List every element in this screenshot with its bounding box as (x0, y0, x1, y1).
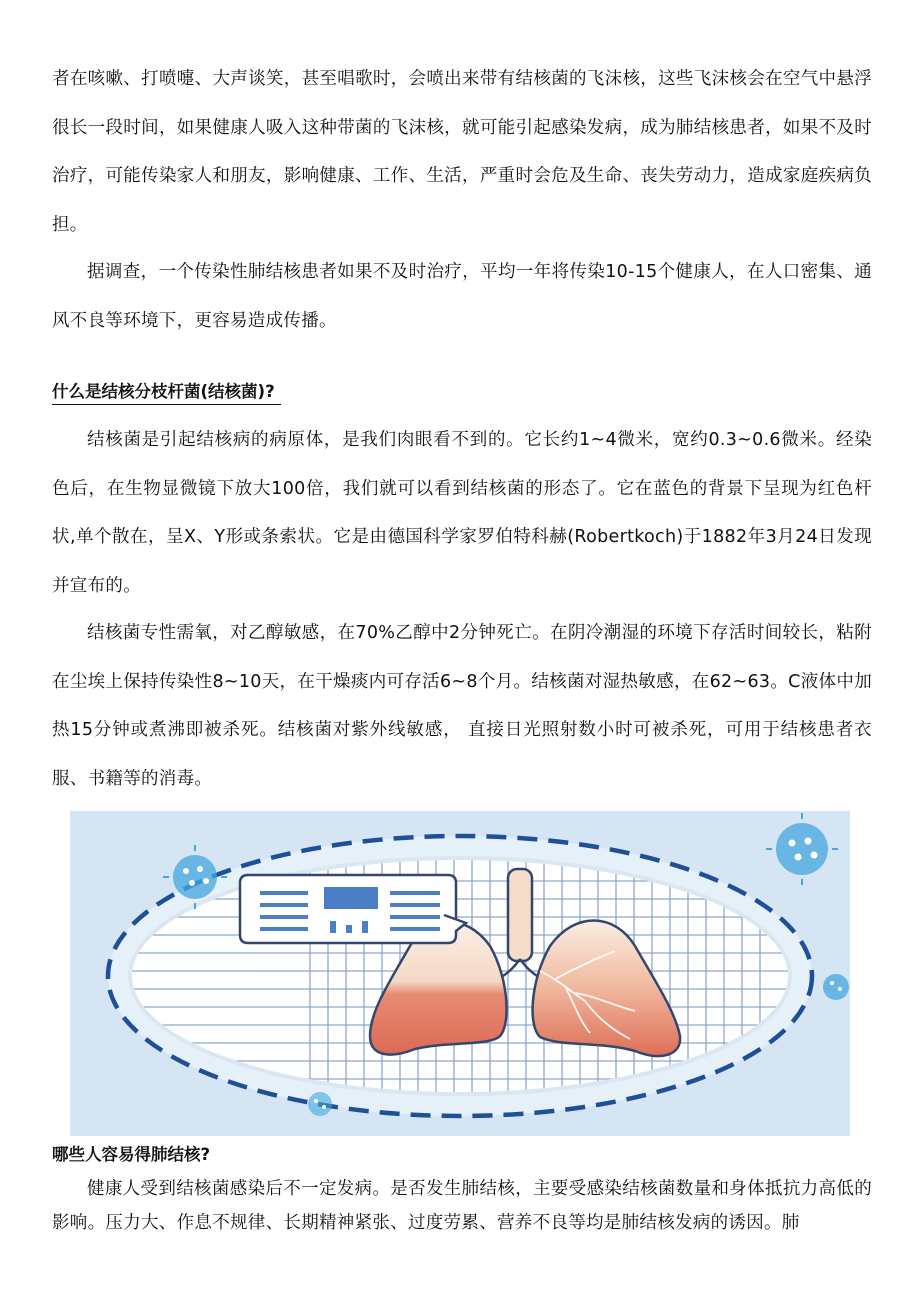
paragraph-survey: 据调查，一个传染性肺结核患者如果不及时治疗，平均一年将传染10-15个健康人，在人口密集、通风不良等环境下，更容易造成传播。 (52, 262, 872, 331)
lungs-illustration (70, 811, 850, 1136)
paragraph-bacteria-properties: 结核菌专性需氧，对乙醇敏感，在70%乙醇中2分钟死亡。在阴冷潮湿的环境下存活时间较长，粘附在尘埃上保持传染性8~10天，在干燥痰内可存活6~8个月。结核菌对湿热敏感，在62~63。C液体中加热15分钟或煮沸即被杀死。结核菌对紫外线敏感， 直接日光照射数小时可被杀死，可用于结核患者衣服、书籍等的消毒。 (52, 623, 872, 789)
virus-icon (308, 1092, 332, 1116)
lungs-illustration-svg (70, 811, 850, 1136)
virus-icon (823, 974, 849, 1000)
paragraph-bacteria-description: 结核菌是引起结核病的病原体，是我们肉眼看不到的。它长约1~4微米，宽约0.3~0.6微米。经染色后，在生物显微镜下放大100倍，我们就可以看到结核菌的形态了。它在蓝色的背景下呈现为红色杆状,单个散在，呈X、Y形或条索状。它是由德国科学家罗伯特科赫(Robertkoch)于1882年3月24日发现并宣布的。 (52, 430, 872, 596)
paragraph-transmission: 者在咳嗽、打喷嚏、大声谈笑，甚至唱歌时，会喷出来带有结核菌的飞沫核，这些飞沫核会在空气中悬浮很长一段时间，如果健康人吸入这种带菌的飞沫核，就可能引起感染发病，成为肺结核患者，如果不及时治疗，可能传染家人和朋友，影响健康、工作、生活，严重时会危及生命、丧失劳动力，造成家庭疾病负担。 (52, 69, 872, 235)
info-card (240, 875, 466, 943)
paragraph-risk-factors: 健康人受到结核菌感染后不一定发病。是否发生肺结核，主要受感染结核菌数量和身体抵抗力高低的影响。压力大、作息不规律、长期精神紧张、过度劳累、营养不良等均是肺结核发病的诱因。肺 (52, 1179, 872, 1233)
section-heading-who-gets-tb: 哪些人容易得肺结核? (52, 1145, 211, 1164)
section-heading-what-is-tb-bacteria: 什么是结核分枝杆菌(结核菌)? (52, 380, 281, 405)
